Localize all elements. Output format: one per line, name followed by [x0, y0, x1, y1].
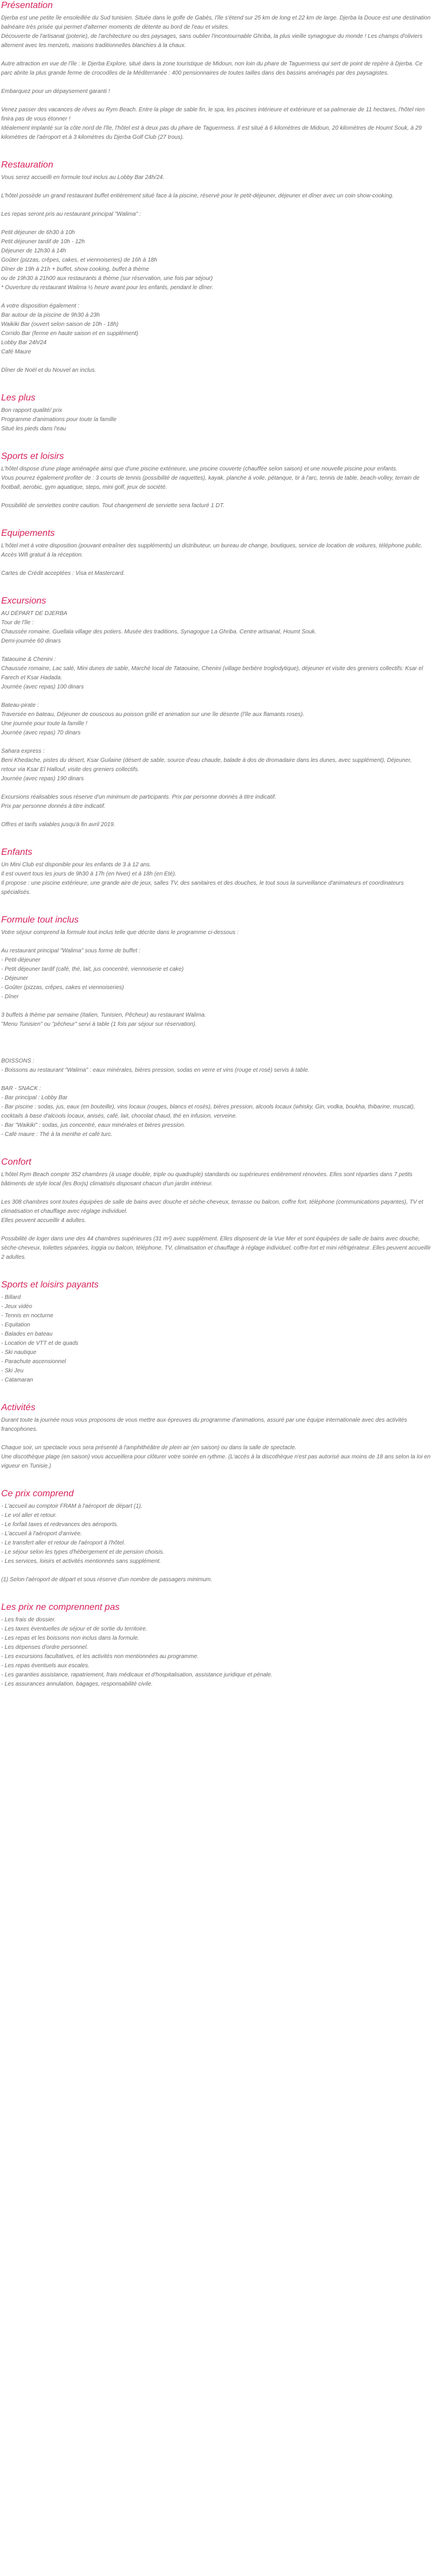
text-line: - Parachute ascensionnel [1, 1359, 66, 1365]
text-line: Il propose : une piscine extérieure, une grande aire de jeux, salles TV, des sanitaires et des douches, le tout sous la surveillance d'animateurs et coordinateurs spécialisés. [1, 880, 404, 896]
text-line: Goûter (pizzas, crêpes, cakes, et viennoiseries) de 16h à 18h [1, 257, 157, 263]
text-line: - Jeux vidéo [1, 1303, 32, 1310]
text-line: Djerba est une petite île ensoleillée du Sud tunisien. Située dans le golfe de Gabès, l'île s'étend sur 25 km de long et 22 km de large. Djerba la Douce est une destination balnéaire très prisée qui permet d'alterner moments de détente au bord de l'eau et visites. [1, 15, 431, 30]
text-line: Au restaurant principal "Walima" sous forme de buffet : [1, 948, 141, 954]
text-line: Un Mini Club est disponible pour les enfants de 3 à 12 ans. [1, 862, 152, 868]
section-title: Ce prix comprend [1, 1489, 74, 1499]
text-line: Autre attraction en vue de l'île : le Djerba Explore, situé dans la zone touristique de Midoun, non loin du phare de Taguermess qui sert de point de repère à Djerba. Ce parc abrite la plus grande ferme de crocodiles de la Méditerranée : 400 pensionnaires de toutes tailles dans des bassins aménagés par des paysagistes. [1, 61, 423, 76]
text-line: "Menu Tunisien" ou "pêcheur" servi à table (1 fois par séjour sur réservation). [1, 1021, 197, 1028]
section-title: Activités [1, 1403, 36, 1412]
text-line: - Café maure : Thé à la menthe et café turc. [1, 1131, 112, 1138]
text-line: Venez passer des vacances de rêves au Rym Beach. Entre la plage de sable fin, le spa, les piscines intérieure et extérieure et sa palmeraie de 11 hectares, l'hôtel rien finira pas de vous étonner ! [1, 107, 425, 122]
text-line: AU DÉPART DE DJERBA [1, 610, 68, 617]
section-enfants [1, 839, 433, 897]
text-line: A votre disposition également : [1, 303, 80, 309]
text-line: Chaussée romaine, Lac salé, Mini dunes de sable, Marché local de Tataouine, Chenini (village berbère troglodytique), déjeuner et visite des greniers collectifs: Ksar el Farech et Ksar Hadada. [1, 666, 424, 681]
section-title: Les prix ne comprennent pas [1, 1602, 120, 1612]
section-title: Les plus [1, 393, 36, 403]
paragraph [1, 928, 433, 937]
text-line: Café Maure [1, 349, 32, 355]
text-line: * Ouverture du restaurant Walima ½ heure avant pour les enfants, pendant le dîner. [1, 285, 213, 291]
text-line: Sahara express : [1, 748, 45, 754]
paragraph [1, 793, 433, 811]
text-line [1, 1038, 433, 1048]
section-payants [1, 1271, 433, 1385]
text-line: - Le séjour selon les types d'hébergement et de pension choisis. [1, 1549, 165, 1555]
text-line: - L'accueil à l'aéroport d'arrivée. [1, 1531, 82, 1537]
text-line: Une discothèque plage (en saison) vous accueillera pour clôturer votre soirée en rythme. (L'accès à la discothèque n'est pas autorisé aux moins de 18 ans selon la loi en vigueur en Tunisie.) [1, 1454, 431, 1469]
paragraph [1, 192, 433, 201]
text-line: - Les services, loisirs et activités mentionnés sans supplément. [1, 1558, 161, 1565]
text-line: - Les frais de dossier. [1, 1617, 56, 1623]
text-line: - Les repas éventuels aux escales. [1, 1663, 90, 1669]
text-line: Les 308 chambres sont toutes équipées de salle de bains avec douche et sèche-cheveux, terrasse ou balcon, coffre fort, téléphone (communications payantes), TV et climatisation et chauffage avec réglage individuel. [1, 1199, 424, 1215]
text-line: BOISSONS : [1, 1058, 34, 1064]
text-line: (1) Selon l'aéroport de départ et sous réserve d'un nombre de passagers minimum. [1, 1577, 212, 1583]
section-nepas [1, 1594, 433, 1689]
paragraph [1, 1443, 433, 1471]
text-line: Chaque soir, un spectacle vous sera présenté à l'amphithéâtre de plein air (en saison) ou dans la salle de spectacle. [1, 1445, 297, 1451]
text-line: Chaussée romaine, Guellala village des potiers. Musée des traditions, Synagogue La Ghriba. Centre artisanal, Houmt Souk. [1, 629, 317, 635]
text-line: - Les excursions facultatives, et les activités non mentionnées au programme. [1, 1653, 199, 1660]
section-title: Equipements [1, 528, 55, 538]
paragraph [1, 406, 433, 434]
text-line: Accès Wifi gratuit à la réception. [1, 552, 83, 558]
text-line: - Le forfait taxes et redevances des aéroports. [1, 1522, 118, 1528]
paragraph [1, 1293, 433, 1385]
paragraph [1, 747, 433, 784]
text-line: Une journée pour toute la famille ! [1, 721, 88, 727]
text-line: - Le vol aller et retour. [1, 1512, 57, 1519]
text-line: Vous pourrez également profiter de : 3 courts de tennis (possibilité de raquettes), kayak, planche à voile, pétanque, tir à l'arc, tennis de table, beach-volley, terrain de football, aerobic, gym aquatique, steps, mini golf, jeux de société. [1, 475, 420, 491]
text-line: - Les dépenses d'ordre personnel. [1, 1644, 88, 1651]
text-line: Bon rapport qualité/ prix [1, 407, 63, 414]
paragraph [1, 465, 433, 492]
text-line: Beni Khedache, pistes du désert, Ksar Guilaine (désert de sable, source d'eau chaude, balade à dos de dromadaire dans les dunes, avec supplément), Déjeuner, [1, 757, 412, 764]
text-line: Possibilité de serviettes contre caution. Tout changement de serviette sera facturé 1 DT. [1, 503, 224, 509]
text-line: - Les assurances annulation, bagages, responsabilité civile. [1, 1681, 153, 1687]
section-title: Excursions [1, 596, 46, 606]
text-line: Il est ouvert tous les jours de 9h30 à 17h (en hiver) et à 18h (en Eté). [1, 871, 177, 877]
section-restauration [1, 151, 433, 375]
text-line: Déjeuner de 12h30 à 14h [1, 248, 66, 254]
text-line: - Balades en bateau [1, 1331, 53, 1337]
text-line: - Catamaran [1, 1377, 33, 1383]
paragraph [1, 1416, 433, 1434]
text-line: 3 buffets à thème par semaine (Italien, Tunisien, Pêcheur) au restaurant Walima. [1, 1012, 207, 1018]
paragraph [1, 1084, 433, 1139]
paragraph [1, 1575, 433, 1585]
section-confort [1, 1149, 433, 1262]
text-line: Traversée en bateau, Déjeuner de couscous au poisson grillé et animation sur une île déserte (l'île aux flamants roses). [1, 711, 305, 718]
text-line: Prix par personne donnés à titre indicatif. [1, 803, 106, 810]
section-title: Sports et loisirs [1, 452, 64, 461]
text-line: Dîner de 19h à 21h + buffet, show cooking, buffet à thème [1, 266, 149, 273]
text-line: - Billard [1, 1294, 21, 1301]
text-line: - Bar piscine : sodas, jus, eaux (en bouteille), vins locaux (rouges, blancs et rosés), bières pression, alcools locaux (whisky, Gin, vodka, boukha, thibarine, muscat), cocktails à base d'alcools locaux, anisés, café, lait, chocolat chaud, thé en infusion, verveine. [1, 1104, 415, 1119]
paragraph [1, 1502, 433, 1566]
text-line: Découverte de l'artisanat (poterie), de l'architecture ou des paysages, sans oublier l'incontournable Ghriba, la plus vieille synagogue du monde ! Les champs d'oliviers alternent avec les menzels, maisons traditionnelles blanchies à la chaux. [1, 33, 423, 49]
section-title: Sports et loisirs payants [1, 1280, 99, 1290]
paragraph [1, 655, 433, 692]
text-line: Situé les pieds dans l'eau [1, 426, 67, 432]
text-line: - Ski nautique [1, 1349, 37, 1356]
text-line: Petit déjeuner de 6h30 à 10h [1, 229, 75, 236]
text-line: - Le transfert aller et retour de l'aéroport à l'hôtel. [1, 1540, 126, 1546]
text-line: Les repas seront pris au restaurant principal "Walima" : [1, 211, 141, 217]
paragraph [1, 210, 433, 219]
section-sports [1, 443, 433, 511]
paragraph [1, 1170, 433, 1189]
paragraph [1, 609, 433, 646]
text-line: - Bar principal : Lobby Bar [1, 1095, 68, 1101]
paragraph [1, 1616, 433, 1689]
text-line: Idéalement implanté sur la côte nord de l'île, l'hôtel est à deux pas du phare de Taguermess. Il est situé à 6 kilomètres de Midoun, 20 kilomètres de Houmt Souk, à 29 kilomètres de l'aéroport et à 3 kilomètres du Djerba Golf Club (27 trous). [1, 125, 422, 141]
text-line: - Petit déjeuner tardif (café, thé, lait, jus concentré, viennoiserie et cake) [1, 966, 184, 972]
text-line: Offres et tarifs valables jusqu'à fin avril 2019. [1, 822, 115, 828]
text-line: - Petit-déjeuner [1, 957, 41, 963]
text-line: - Déjeuner [1, 975, 28, 982]
paragraph [1, 542, 433, 560]
paragraph [1, 1011, 433, 1029]
text-line: L'hôtel met à votre disposition (pouvant entraîner des suppléments) un distributeur, un bureau de change, boutiques, service de location de voitures, téléphone public. [1, 543, 423, 549]
text-line: - Les garanties assistance, rapatriement, frais médicaux et d'hospitalisation, assistance juridique et pénale. [1, 1672, 273, 1678]
text-line: Excursions réalisables sous réserve d'un minimum de participants. Prix par personne donnés à titre indicatif. [1, 794, 277, 800]
text-line: L'hôtel possède un grand restaurant buffet entièrement situé face à la piscine, réservé pour le petit-déjeuner, déjeuner et dîner avec un coin show-cooking. [1, 193, 394, 199]
paragraph [1, 569, 433, 578]
text-line: Journée (avec repas) 70 dinars [1, 730, 81, 736]
text-line: - Les repas et les boissons non inclus dans la formule. [1, 1635, 139, 1641]
paragraph [1, 87, 433, 96]
text-line: Tour de l'île : [1, 620, 34, 626]
text-line: - Dîner [1, 994, 19, 1000]
section-equipements [1, 520, 433, 578]
text-line: BAR - SNACK : [1, 1085, 41, 1092]
section-title: Restauration [1, 160, 53, 170]
paragraph [1, 1198, 433, 1225]
paragraph [1, 861, 433, 897]
text-line: Elles peuvent accueillir 4 adultes. [1, 1217, 86, 1224]
paragraph [1, 1235, 433, 1262]
paragraph [1, 106, 433, 142]
section-activites [1, 1394, 433, 1471]
paragraph [1, 501, 433, 511]
text-line: retour via Ksar El Hallouf, visite des greniers collectifs. [1, 766, 139, 773]
paragraph [1, 14, 433, 50]
paragraph [1, 820, 433, 830]
paragraph [1, 60, 433, 78]
text-line: Vous serez accueilli en formule tout inclus au Lobby Bar 24h/24. [1, 174, 165, 181]
section-title: Présentation [1, 1, 53, 10]
section-title: Formule tout inclus [1, 915, 79, 925]
text-line: Votre séjour comprend la formule tout inclus telle que décrite dans le programme ci-dessous : [1, 929, 239, 936]
text-line: Cartes de Crédit acceptées : Visa et Mastercard. [1, 570, 125, 577]
text-line: Tataouine & Chenini : [1, 656, 56, 663]
paragraph [1, 1038, 433, 1048]
section-title: Confort [1, 1157, 32, 1167]
text-line: - Tennis en nocturne [1, 1313, 53, 1319]
paragraph [1, 366, 433, 375]
text-line: Demi-journée 60 dinars [1, 638, 61, 644]
text-line: Journée (avec repas) 100 dinars [1, 684, 84, 690]
text-line: Possibilité de loger dans une des 44 chambres supérieures (31 m²) avec supplément. Elles disposent de la Vue Mer et sont équipées de salle de bains avec douche, sèche-cheveux, toilettes séparées, loggia ou balcon, téléphone, TV, climatisation et chauffage à réglage individuel, coffre-fort et mini réfrigérateur. Elles peuvent accueillir 2 adultes. [1, 1236, 431, 1260]
section-formule [1, 906, 433, 1139]
text-line: Dîner de Noël et du Nouvel an inclus. [1, 367, 96, 373]
text-line: Journée (avec repas) 190 dinars [1, 776, 84, 782]
section-plus [1, 384, 433, 434]
text-line: Embarquez pour un dépaysement garanti ! [1, 88, 110, 95]
text-line: Petit déjeuner tardif de 10h - 12h [1, 239, 85, 245]
paragraph [1, 947, 433, 1002]
text-line: - Equitation [1, 1322, 30, 1328]
paragraph [1, 228, 433, 293]
paragraph [1, 701, 433, 738]
text-line: - Boissons au restaurant "Walima" : eaux minérales, bières pression, sodas en verre et vins (rouge et rosé) servis à table. [1, 1067, 310, 1073]
sections-container [1, 0, 433, 1689]
text-line: ou de 19h30 à 21h00 aux restaurants à thème (sur réservation, une fois par séjour) [1, 275, 213, 282]
text-line: Bar autour de la piscine de 9h30 à 23h [1, 312, 100, 318]
text-line: - Goûter (pizzas, crêpes, cakes et viennoiseries) [1, 985, 124, 991]
text-line: L'hôtel dispose d'une plage aménagée ainsi que d'une piscine extérieure, une piscine couverte (chauffée selon saison) et une nouvelle piscine pour enfants. [1, 466, 398, 472]
text-line: - L'accueil au comptoir FRAM à l'aéroport de départ (1). [1, 1503, 143, 1509]
text-line: - Location de VTT et de quads [1, 1340, 79, 1347]
text-line: L'hôtel Rym Beach compte 352 chambres (à usage double, triple ou quadruple) standards ou supérieures entièrement rénovées. Elles sont réparties dans 7 petits bâtiments de style local (les Borjs) climatisés disposant chacun d'un jardin intérieur. [1, 1172, 413, 1187]
text-line: Durant toute la journée nous vous proposons de vous mettre aux épreuves du programme d'animations, assuré par une équipe internationale avec des activités francophones. [1, 1417, 407, 1433]
section-comprend [1, 1480, 433, 1585]
section-title: Enfants [1, 847, 33, 857]
paragraph [1, 1057, 433, 1075]
paragraph [1, 173, 433, 182]
text-line: Waikiki Bar (ouvert selon saison de 10h - 18h) [1, 321, 119, 328]
text-line: Corrido Bar (ferme en haute saison et en supplément) [1, 330, 139, 337]
text-line: Lobby Bar 24h/24 [1, 340, 46, 346]
text-line: - Ski Jeu [1, 1368, 24, 1374]
text-line: Bateau-pirate : [1, 702, 39, 709]
paragraph [1, 302, 433, 357]
text-line: - Bar "Waikiki" : sodas, jus concentré, eaux minérales et bières pression. [1, 1122, 185, 1129]
section-excursions [1, 587, 433, 830]
text-line: Programme d'animations pour toute la famille [1, 417, 116, 423]
text-line: - Les taxes éventuelles de séjour et de sortie du territoire. [1, 1626, 147, 1632]
section-presentation [1, 0, 433, 142]
